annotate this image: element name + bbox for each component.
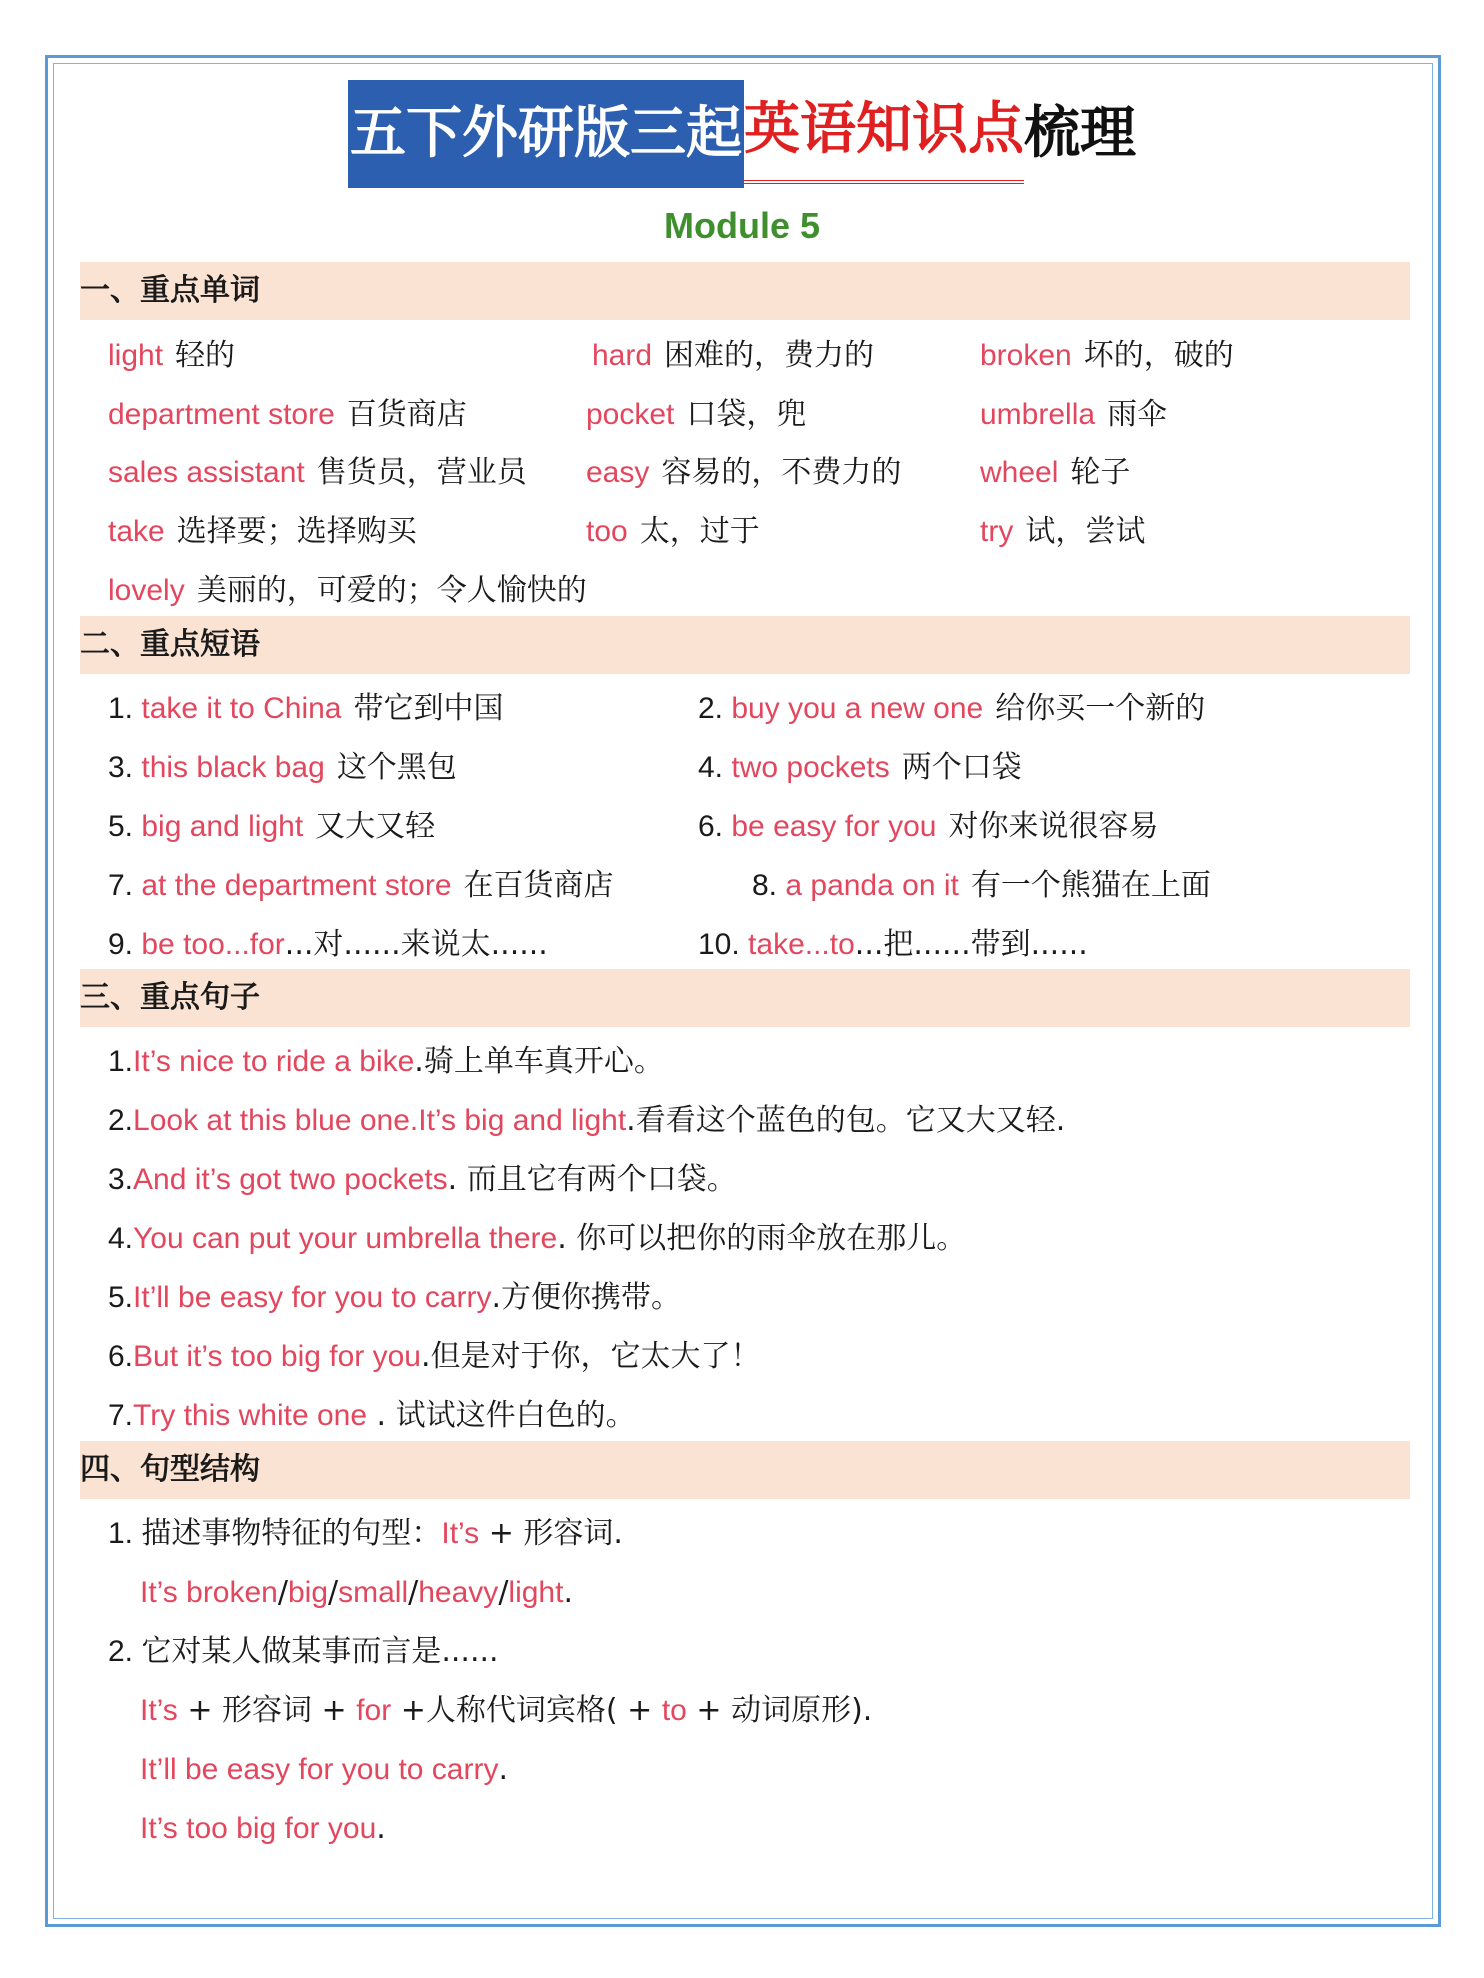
structure-item: 1. 描述事物特征的句型：It’s + 形容词.	[108, 1516, 623, 1551]
phrase-item: 2. buy you a new one 给你买一个新的	[698, 691, 1206, 726]
phrase-item: 4. two pockets 两个口袋	[698, 750, 1022, 785]
word-item: light 轻的	[108, 338, 236, 373]
word-item: too 太，过于	[586, 514, 760, 549]
title-part-red: 英语知识点	[744, 80, 1024, 184]
structure-example: It’ll be easy for you to carry.	[140, 1752, 509, 1787]
section-heading-sentences: 三、重点句子	[80, 969, 1410, 1027]
word-item: try 试，尝试	[980, 514, 1146, 549]
phrase-item: 6. be easy for you 对你来说很容易	[698, 809, 1159, 844]
section-heading-words: 一、重点单词	[80, 262, 1410, 320]
phrase-item: 9. be too...for...对......来说太......	[108, 927, 548, 962]
word-item: sales assistant 售货员，营业员	[108, 455, 527, 490]
word-item: lovely 美丽的，可爱的；令人愉快的	[108, 573, 587, 608]
word-item: broken 坏的，破的	[980, 338, 1234, 373]
sentence-item: 2.Look at this blue one.It’s big and light.看看这个蓝色的包。它又大又轻.	[108, 1103, 1066, 1138]
structure-example: It’s too big for you.	[140, 1811, 386, 1846]
page-title	[0, 80, 1484, 188]
sentence-item: 5.It’ll be easy for you to carry.方便你携带。	[108, 1280, 682, 1315]
word-item: umbrella 雨伞	[980, 397, 1168, 432]
phrase-item: 7. at the department store 在百货商店	[108, 868, 614, 903]
phrase-item: 3. this black bag 这个黑包	[108, 750, 457, 785]
module-label: Module 5	[663, 205, 820, 246]
word-item: hard 困难的，费力的	[592, 338, 875, 373]
phrase-item: 1. take it to China 带它到中国	[108, 691, 504, 726]
word-item: wheel 轮子	[980, 455, 1131, 490]
phrase-item: 5. big and light 又大又轻	[108, 809, 436, 844]
phrase-item: 10. take...to...把......带到......	[698, 927, 1088, 962]
section-heading-phrases: 二、重点短语	[80, 616, 1410, 674]
structure-item: 2. 它对某人做某事而言是......	[108, 1634, 499, 1669]
word-item: pocket 口袋，兜	[586, 397, 807, 432]
sentence-item: 6.But it’s too big for you.但是对于你，它太大了！	[108, 1339, 761, 1374]
word-item: take 选择要；选择购买	[108, 514, 417, 549]
structure-example: It’s broken/big/small/heavy/light.	[140, 1575, 574, 1610]
sentence-item: 4.You can put your umbrella there. 你可以把你的雨伞放在那儿。	[108, 1221, 967, 1256]
structure-formula: It’s + 形容词 + for +人称代词宾格( + to + 动词原形).	[140, 1693, 873, 1728]
section-heading-structures: 四、句型结构	[80, 1441, 1410, 1499]
title-part-highlight: 五下外研版三起	[348, 80, 744, 188]
title-part-plain: 梳理	[1024, 101, 1136, 166]
phrase-item: 8. a panda on it 有一个熊猫在上面	[752, 868, 1211, 903]
sentence-item: 1.It’s nice to ride a bike.骑上单车真开心。	[108, 1044, 664, 1079]
word-item: easy 容易的，不费力的	[586, 455, 902, 490]
sentence-item: 3.And it’s got two pockets. 而且它有两个口袋。	[108, 1162, 737, 1197]
sentence-item: 7.Try this white one . 试试这件白色的。	[108, 1398, 636, 1433]
word-item: department store 百货商店	[108, 397, 467, 432]
